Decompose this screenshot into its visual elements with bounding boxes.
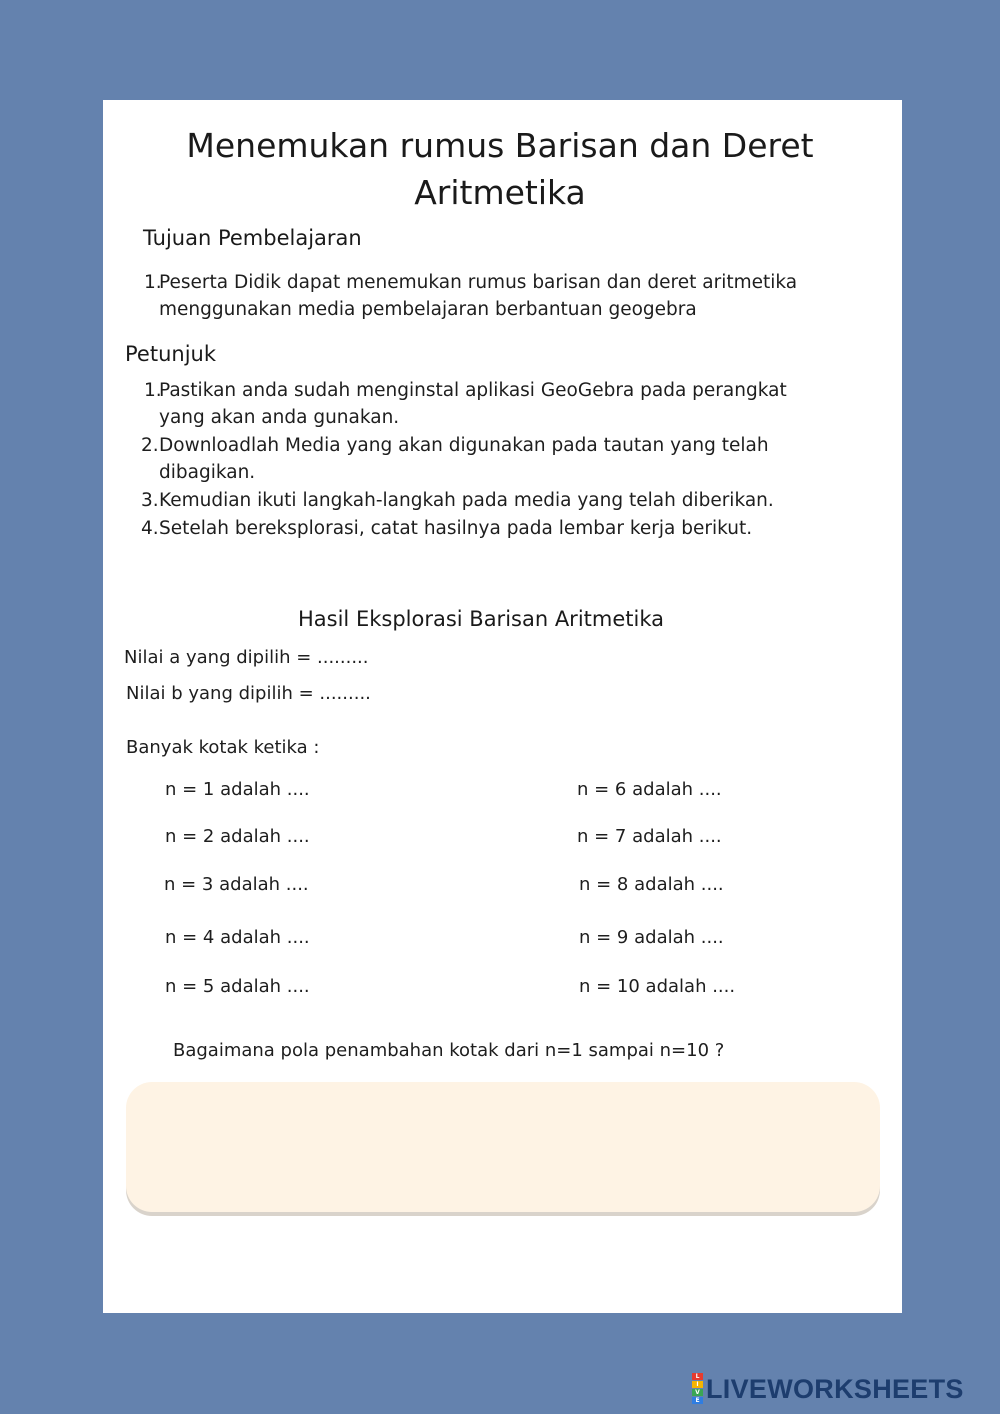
n-1-field: n = 1 adalah .... (165, 779, 310, 800)
petunjuk-item-2-line-2: dibagikan. (159, 462, 256, 483)
n-7-field: n = 7 adalah .... (577, 826, 722, 847)
tujuan-item-1-line-2: menggunakan media pembelajaran berbantuan geogebra (159, 299, 697, 320)
petunjuk-item-4-line-1: Setelah bereksplorasi, catat hasilnya pada lembar kerja berikut. (159, 518, 753, 539)
petunjuk-item-3-line-1: Kemudian ikuti langkah-langkah pada media yang telah diberikan. (159, 490, 774, 511)
petunjuk-item-2-number: 2. (141, 435, 159, 456)
live-letter-v: V (692, 1389, 703, 1396)
petunjuk-item-2-line-1: Downloadlah Media yang akan digunakan pada tautan yang telah (159, 435, 769, 456)
live-letter-i: I (692, 1381, 703, 1388)
n-10-field: n = 10 adalah .... (579, 976, 736, 997)
tujuan-item-1-number: 1. (144, 272, 162, 293)
pola-question: Bagaimana pola penambahan kotak dari n=1 sampai n=10 ? (173, 1040, 725, 1061)
petunjuk-item-4 (141, 515, 881, 542)
petunjuk-item-3 (141, 487, 881, 514)
liveworksheets-wordmark: LIVEWORKSHEETS (706, 1373, 964, 1404)
answer-text-area[interactable] (126, 1082, 880, 1212)
petunjuk-item-1-number: 1. (144, 380, 162, 401)
hasil-eksplorasi-heading: Hasil Eksplorasi Barisan Aritmetika (298, 607, 664, 631)
page-title-line-2: Aritmetika (414, 173, 586, 212)
petunjuk-item-2 (141, 432, 881, 486)
banyak-kotak-label: Banyak kotak ketika : (126, 737, 320, 758)
petunjuk-item-4-number: 4. (141, 518, 159, 539)
tujuan-item-1 (144, 269, 884, 323)
n-2-field: n = 2 adalah .... (165, 826, 310, 847)
page-title (0, 122, 1000, 216)
live-letter-l: L (692, 1373, 703, 1380)
petunjuk-item-1-line-2: yang akan anda gunakan. (159, 407, 400, 428)
tujuan-heading: Tujuan Pembelajaran (143, 226, 362, 250)
liveworksheets-logo (692, 1372, 964, 1406)
n-9-field: n = 9 adalah .... (579, 927, 724, 948)
nilai-a-field: Nilai a yang dipilih = ......... (124, 647, 369, 668)
n-8-field: n = 8 adalah .... (579, 874, 724, 895)
nilai-b-field: Nilai b yang dipilih = ......... (126, 683, 371, 704)
petunjuk-item-1-line-1: Pastikan anda sudah menginstal aplikasi GeoGebra pada perangkat (159, 380, 787, 401)
petunjuk-item-3-number: 3. (141, 490, 159, 511)
n-5-field: n = 5 adalah .... (165, 976, 310, 997)
petunjuk-item-1 (144, 377, 884, 431)
live-badge (692, 1373, 703, 1405)
n-3-field: n = 3 adalah .... (164, 874, 309, 895)
n-6-field: n = 6 adalah .... (577, 779, 722, 800)
n-4-field: n = 4 adalah .... (165, 927, 310, 948)
petunjuk-heading: Petunjuk (125, 342, 216, 366)
live-letter-e: E (692, 1397, 703, 1404)
page-title-line-1: Menemukan rumus Barisan dan Deret (186, 126, 814, 165)
tujuan-item-1-line-1: Peserta Didik dapat menemukan rumus barisan dan deret aritmetika (159, 272, 798, 293)
